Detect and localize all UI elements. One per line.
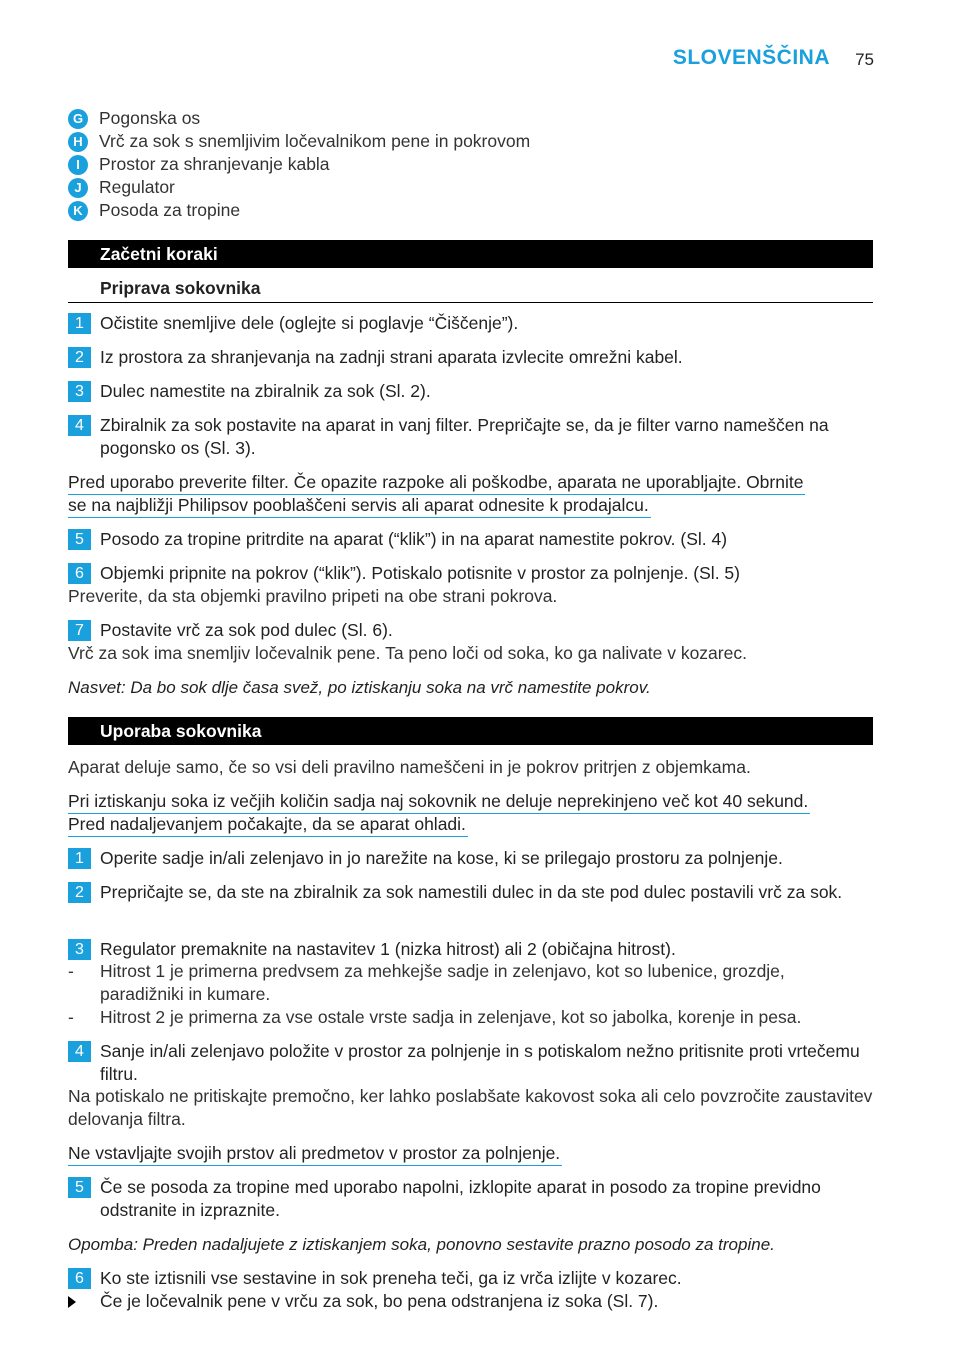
warning-line: Pred uporabo preverite filter. Če opazite razpoke ali poškodbe, aparata ne uporabljajte. Obrnite bbox=[68, 471, 805, 495]
step-text: Regulator premaknite na nastavitev 1 (nizka hitrost) ali 2 (običajna hitrost). bbox=[100, 939, 676, 959]
part-letter-badge: G bbox=[68, 109, 88, 129]
step-note: Preverite, da sta objemki pravilno pripeti na obe strani pokrova. bbox=[68, 586, 558, 606]
warning-line: Ne vstavljajte svojih prstov ali predmetov v prostor za polnjenje. bbox=[68, 1142, 562, 1166]
language-header: SLOVENŠČINA bbox=[672, 46, 830, 69]
dash-item bbox=[68, 1006, 873, 1029]
step-item bbox=[68, 619, 873, 642]
step-text: Objemki pripnite na pokrov (“klik”). Potiskalo potisnite v prostor za polnjenje. (Sl. 5) bbox=[100, 563, 740, 583]
dash-text: Hitrost 2 je primerna za vse ostale vrste sadja in zelenjave, kot so jabolka, korenje in pesa. bbox=[100, 1007, 802, 1027]
section-title-using: Uporaba sokovnika bbox=[68, 717, 873, 745]
step-item bbox=[68, 1267, 873, 1290]
part-label: Pogonska os bbox=[99, 108, 201, 128]
step-number: 3 bbox=[68, 381, 91, 402]
warning-line: se na najbližji Philipsov pooblaščeni servis ali aparat odnesite k prodajalcu. bbox=[68, 494, 651, 518]
parts-list bbox=[68, 107, 530, 222]
step-number: 5 bbox=[68, 1177, 91, 1198]
part-label: Regulator bbox=[99, 177, 175, 197]
step-item bbox=[68, 1040, 873, 1086]
step-item bbox=[68, 346, 873, 369]
step-text: Ko ste iztisnili vse sestavine in sok preneha teči, ga iz vrča izlijte v kozarec. bbox=[100, 1268, 682, 1288]
step-number: 2 bbox=[68, 347, 91, 368]
step-text: Očistite snemljive dele (oglejte si poglavje “Čiščenje”). bbox=[100, 313, 519, 333]
step-item bbox=[68, 1176, 873, 1222]
part-letter-badge: H bbox=[68, 132, 88, 152]
section-title-getting-started: Začetni koraki bbox=[68, 240, 873, 268]
list-item bbox=[68, 107, 530, 130]
part-letter-badge: K bbox=[68, 201, 88, 221]
warning-text bbox=[68, 471, 805, 495]
step-item bbox=[68, 938, 873, 961]
step-item bbox=[68, 414, 873, 460]
part-label: Prostor za shranjevanje kabla bbox=[99, 154, 330, 174]
list-item bbox=[68, 199, 530, 222]
step-item bbox=[68, 380, 873, 403]
warning-line: Pri iztiskanju soka iz večjih količin sadja naj sokovnik ne deluje neprekinjeno več kot 40 sekund. bbox=[68, 790, 810, 814]
note-text: Opomba: Preden nadaljujete z iztiskanjem soka, ponovno sestavite prazno posodo za tropine. bbox=[68, 1235, 775, 1254]
step-note: Vrč za sok ima snemljiv ločevalnik pene. Ta peno loči od soka, ko ga nalivate v kozarec. bbox=[68, 643, 747, 663]
step-number: 4 bbox=[68, 415, 91, 436]
part-letter-badge: I bbox=[68, 155, 88, 175]
triangle-bullet-icon bbox=[68, 1296, 76, 1308]
warning-text bbox=[68, 813, 468, 837]
step-number: 3 bbox=[68, 939, 91, 960]
step-text: Dulec namestite na zbiralnik za sok (Sl. 2). bbox=[100, 381, 431, 401]
step-text: Zbiralnik za sok postavite na aparat in vanj filter. Prepričajte se, da je filter varno nameščen na pogonsko os (Sl. 3). bbox=[100, 415, 829, 458]
divider bbox=[68, 302, 873, 303]
intro-text: Aparat deluje samo, če so vsi deli pravilno nameščeni in je pokrov pritrjen z objemkama. bbox=[68, 757, 751, 777]
step-item bbox=[68, 847, 873, 870]
step-text: Postavite vrč za sok pod dulec (Sl. 6). bbox=[100, 620, 393, 640]
step-text: Prepričajte se, da ste na zbiralnik za sok namestili dulec in da ste pod dulec postavili vrč za sok. bbox=[100, 882, 843, 902]
dash-text: Hitrost 1 je primerna predvsem za mehkejše sadje in zelenjavo, kot so lubenice, grozdje, paradižniki in kumare. bbox=[100, 961, 785, 1004]
result-text: Če je ločevalnik pene v vrču za sok, bo pena odstranjena iz soka (Sl. 7). bbox=[100, 1291, 659, 1311]
step-number: 6 bbox=[68, 1268, 91, 1289]
page-number: 75 bbox=[855, 50, 874, 69]
step-item bbox=[68, 528, 873, 551]
step-item bbox=[68, 562, 873, 585]
step-number: 7 bbox=[68, 620, 91, 641]
step-text: Če se posoda za tropine med uporabo napolni, izklopite aparat in posodo za tropine previdno odstranite in izpraznite. bbox=[100, 1177, 821, 1220]
step-number: 2 bbox=[68, 882, 91, 903]
step-text: Iz prostora za shranjevanja na zadnji strani aparata izvlecite omrežni kabel. bbox=[100, 347, 683, 367]
warning-text bbox=[68, 1142, 562, 1166]
step-text: Posodo za tropine pritrdite na aparat (“klik”) in na aparat namestite pokrov. (Sl. 4) bbox=[100, 529, 728, 549]
warning-text bbox=[68, 790, 810, 814]
list-item bbox=[68, 130, 530, 153]
list-item bbox=[68, 176, 530, 199]
part-label: Vrč za sok s snemljivim ločevalnikom pene in pokrovom bbox=[99, 131, 531, 151]
step-item bbox=[68, 881, 873, 904]
dash-symbol: - bbox=[68, 961, 74, 981]
step-number: 4 bbox=[68, 1041, 91, 1062]
step-number: 6 bbox=[68, 563, 91, 584]
step-number: 1 bbox=[68, 313, 91, 334]
warning-line: Pred nadaljevanjem počakajte, da se aparat ohladi. bbox=[68, 813, 468, 837]
step-item bbox=[68, 312, 873, 335]
result-item bbox=[68, 1290, 873, 1313]
step-number: 5 bbox=[68, 529, 91, 550]
step-text: Operite sadje in/ali zelenjavo in jo narežite na kose, ki se prilegajo prostoru za polnjenje. bbox=[100, 848, 783, 868]
dash-item bbox=[68, 960, 873, 1006]
step-text: Sanje in/ali zelenjavo položite v prostor za polnjenje in s potiskalom nežno pritisnite proti vrtečemu filtru. bbox=[100, 1041, 860, 1084]
subsection-title: Priprava sokovnika bbox=[100, 278, 261, 298]
step-number: 1 bbox=[68, 848, 91, 869]
part-label: Posoda za tropine bbox=[99, 200, 241, 220]
tip-text: Nasvet: Da bo sok dlje časa svež, po iztiskanju soka na vrč namestite pokrov. bbox=[68, 678, 651, 697]
part-letter-badge: J bbox=[68, 178, 88, 198]
step-note: Na potiskalo ne pritiskajte premočno, ker lahko poslabšate kakovost soka ali celo povzročite zaustavitev delovanja filtra. bbox=[68, 1086, 873, 1129]
dash-symbol: - bbox=[68, 1007, 74, 1027]
list-item bbox=[68, 153, 530, 176]
warning-text bbox=[68, 494, 651, 518]
